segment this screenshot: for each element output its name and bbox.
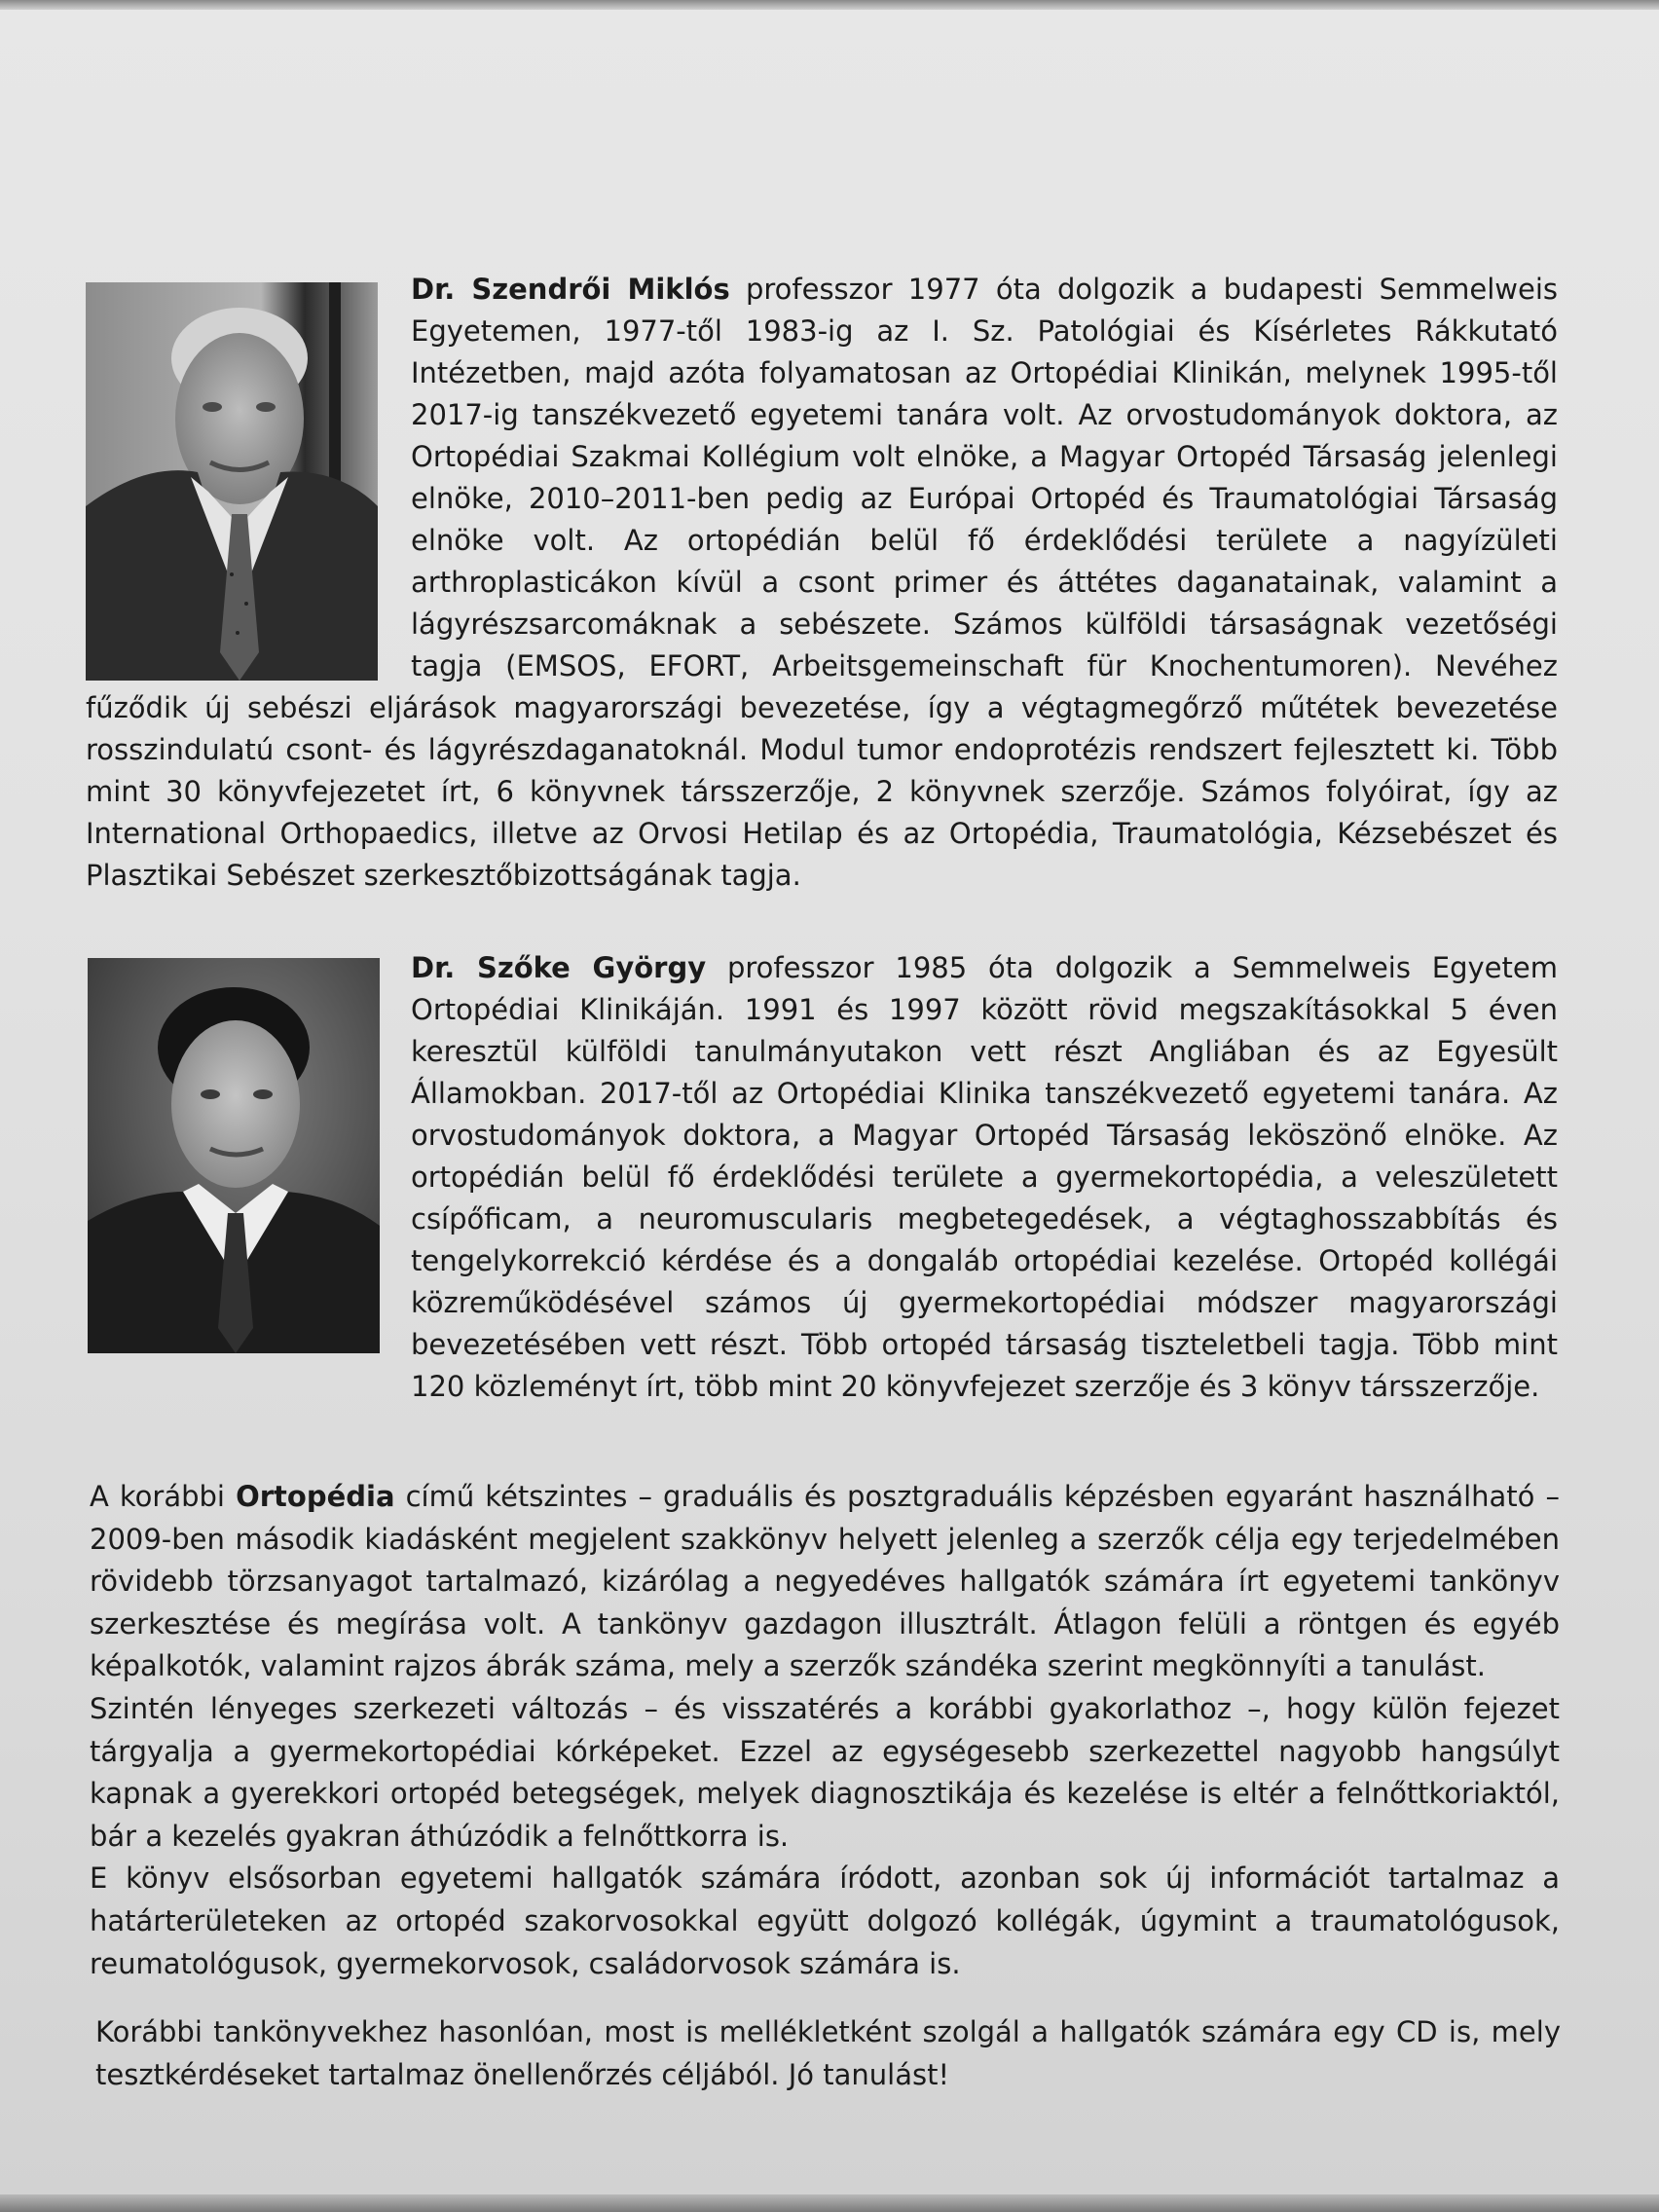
book-title: Ortopédia	[236, 1480, 395, 1513]
photo-spacer	[86, 269, 411, 687]
description-p1-start: A korábbi	[90, 1480, 237, 1513]
page-bottom-edge	[0, 2194, 1659, 2212]
bio-szoke-name: Dr. Szőke György	[411, 951, 707, 984]
page-top-edge	[0, 0, 1659, 10]
bio-szoke	[86, 947, 1558, 1408]
description-paragraph-1	[90, 1476, 1560, 1688]
photo-spacer	[86, 947, 411, 1405]
book-description	[90, 1476, 1560, 1985]
bio-szoke-text: professzor 1985 óta dolgozik a Semmelweis Egyetem Ortopédiai Klinikáján. 1991 és 1997 között rövid megszakításokkal 5 éven keresztül külföldi tanulmányutakon vett részt Angliában és az Egyesült Államokban. 2017-től az Ortopédiai Klinika tanszékvezető egyetemi tanára. Az orvostudományok doktora, a Magyar Ortopéd Társaság leköszönő elnöke. Az ortopédián belül fő érdeklődési területe a gyermekortopédia, a veleszületett csípőficam, a neuromuscularis megbetegedések, a végtaghosszabbítás és tengelykorrekció kérdése és a dongaláb ortopédiai kezelése. Ortopéd kollégái közreműködésével számos új gyermekortopédiai módszer magyarországi bevezetésében vett részt. Több ortopéd társaság tiszteletbeli tagja. Több mint 120 közleményt írt, több mint 20 könyvfejezet szerzője és 3 könyv társszerzője.	[411, 951, 1558, 1403]
closing-paragraph: Korábbi tankönyvekhez hasonlóan, most is mellékletként szolgál a hallgatók számára egy CD is, mely tesztkérdéseket tartalmaz önellenőrzés céljából. Jó tanulást!	[95, 2015, 1561, 2091]
description-paragraph-3: E könyv elsősorban egyetemi hallgatók számára íródott, azonban sok új információt tartalmaz a határterületeken az ortopéd szakorvosokkal együtt dolgozó kollégák, úgymint a traumatológusok, reumatológusok, gyermekorvosok, családorvosok számára is.	[90, 1862, 1560, 1980]
description-paragraph-2: Szintén lényeges szerkezeti változás – és visszatérés a korábbi gyakorlathoz –, hogy külön fejezet tárgyalja a gyermekortopédiai kórképeket. Ezzel az egységesebb szerkezettel nagyobb hangsúlyt kapnak a gyerekkori ortopéd betegségek, melyek diagnosztikája és kezelése is eltér a felnőttkoriaktól, bár a kezelés gyakran áthúzódik a felnőttkorra is.	[90, 1691, 1560, 1853]
bio-szendroi	[86, 269, 1558, 897]
bio-szendroi-name: Dr. Szendrői Miklós	[411, 273, 730, 306]
bio-szendroi-text: professzor 1977 óta dolgozik a budapesti Semmelweis Egyetemen, 1977-től 1983-ig az I. Sz. Patológiai és Kísérletes Rákkutató Intézetben, majd azóta folyamatosan az Ortopédiai Klinikán, melynek 1995-től 2017-ig tanszékvezető egyetemi tanára volt. Az orvostudományok doktora, az Ortopédiai Szakmai Kollégium volt elnöke, a Magyar Ortopéd Társaság jelenlegi elnöke, 2010–2011-ben pedig az Európai Ortopéd és Traumatológiai Társaság elnöke volt. Az ortopédián belül fő érdeklődési területe a nagyízületi arthroplasticákon kívül a csont primer és áttétes daganatainak, valamint a lágyrészsarcomáknak a sebészete. Számos külföldi társaságnak vezetőségi tagja (EMSOS, EFORT, Arbeitsgemeinschaft für Knochentumoren). Nevéhez fűződik új sebészi eljárások magyarországi bevezetése, így a végtagmegőrző műtétek bevezetése rosszindulatú csont- és lágyrészdaganatoknál. Modul tumor endoprotézis rendszert fejlesztett ki. Több mint 30 könyvfejezetet írt, 6 könyvnek társszerzője, 2 könyvnek szerzője. Számos folyóirat, így az International Orthopaedics, illetve az Orvosi Hetilap és az Ortopédia, Traumatológia, Kézsebészet és Plasztikai Sebészet szerkesztőbizottságának tagja.	[86, 273, 1559, 892]
description-p1-rest: című kétszintes – graduális és posztgraduális képzésben egyaránt használható – 2009-ben második kiadásként megjelent szakkönyv helyett jelenleg a szerzők célja egy terjedelmében rövidebb törzsanyagot tartalmazó, kizárólag a negyedéves hallgatók számára írt egyetemi tankönyv szerkesztése és megírása volt. A tankönyv gazdagon illusztrált. Átlagon felüli a röntgen és egyéb képalkotók, valamint rajzos ábrák száma, mely a szerzők szándéka szerint megkönnyíti a tanulást.	[90, 1480, 1560, 1683]
closing-note	[95, 2010, 1561, 2096]
